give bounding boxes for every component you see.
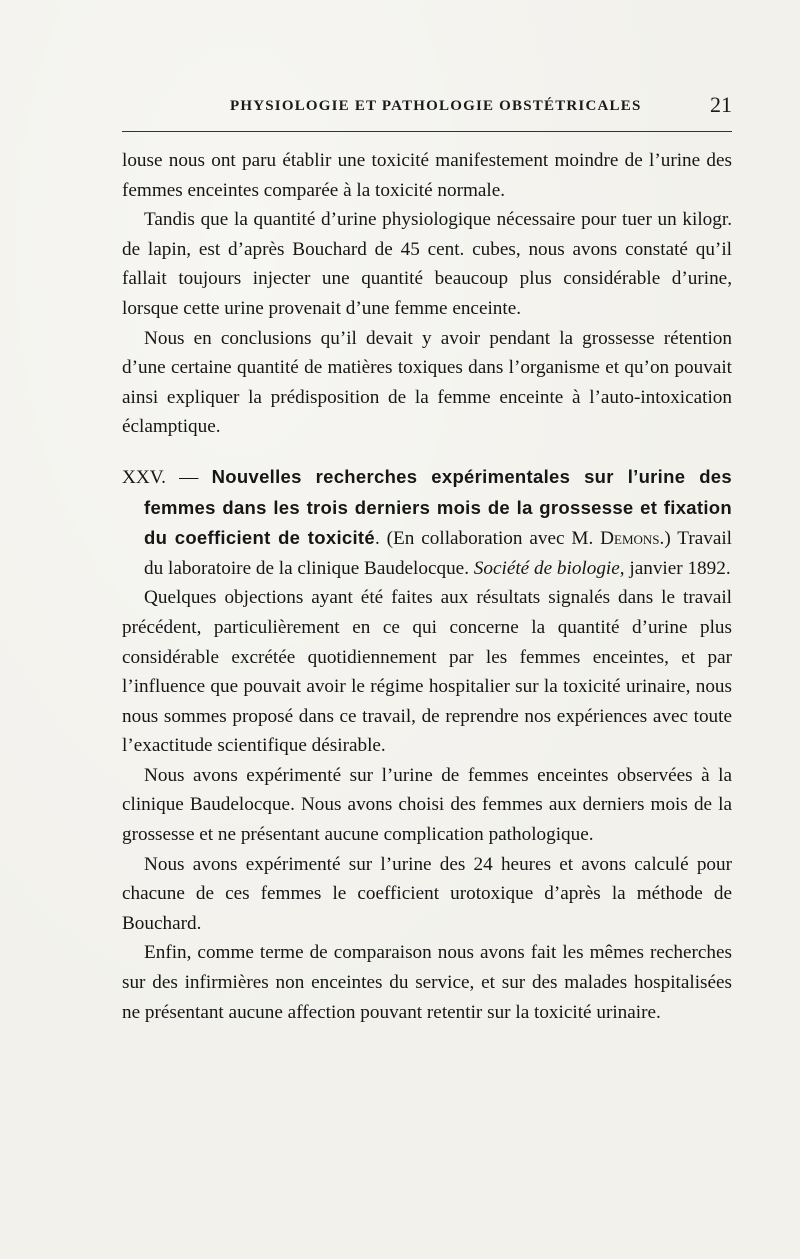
section-number: XXV. — bbox=[122, 466, 212, 488]
page-number: 21 bbox=[710, 92, 732, 117]
running-title: PHYSIOLOGIE ET PATHOLOGIE OBSTÉTRICALES bbox=[230, 98, 642, 114]
paragraph-3: Nous en conclusions qu’il devait y avoir pendant la grossesse rétention d’une certaine quantité de matières toxiques dans l’organisme et qu’on pouvait ainsi expliquer la prédisposition de la femme enceinte à l’auto-intoxication éclamptique. bbox=[122, 327, 732, 438]
paragraph-7: Enfin, comme terme de comparaison nous avons fait les mêmes recherches sur des infirmières non enceintes du service, et sur des malades hospitalisées ne présentant aucune affection pouvant retentir sur la toxicité urinaire. bbox=[122, 942, 732, 1023]
body-text bbox=[122, 146, 732, 1027]
page-header bbox=[122, 92, 734, 126]
journal-name: Société de biologie bbox=[473, 557, 620, 579]
paragraph-5: Nous avons expérimenté sur l’urine de femmes enceintes observées à la clinique Baudelocque. Nous avons choisi des femmes aux derniers mois de la grossesse et ne présentant aucune complication pathologique. bbox=[122, 764, 732, 846]
section-collab-text: . (En collaboration avec M. bbox=[374, 528, 601, 550]
collaborator-name: Demons bbox=[600, 528, 660, 550]
section-heading bbox=[122, 462, 732, 583]
header-rule bbox=[122, 131, 732, 132]
paragraph-6: Nous avons expérimenté sur l’urine des 24 heures et avons calculé pour chacune de ces femmes le coefficient urotoxique d’après la méthode de Bouchard. bbox=[122, 853, 732, 934]
section-title: Nouvelles recherches expérimentales sur l’urine des femmes dans les trois derniers mois de la grossesse et fixation du coefficient de toxicité bbox=[144, 465, 732, 549]
paragraph-4: Quelques objections ayant été faites aux résultats signalés dans le travail précédent, particulièrement en ce qui concerne la quantité d’urine plus considérable excrétée quotidiennement par les femmes enceintes, et par l’influence que pouvait avoir le régime hospitalier sur la toxicité urinaire, nous nous sommes proposé dans ce travail, de reprendre nos expériences avec toute l’exactitude scientifique désirable. bbox=[122, 587, 732, 757]
section-date: , janvier 1892. bbox=[619, 557, 731, 579]
paragraph-2: Tandis que la quantité d’urine physiologique nécessaire pour tuer un kilogr. de lapin, est d’après Bouchard de 45 cent. cubes, nous avons constaté qu’il fallait toujours injecter une quantité beaucoup plus considérable d’urine, lorsque cette urine provenait d’une femme enceinte. bbox=[122, 209, 732, 319]
section-lab-text: .) Travail du laboratoire de la clinique Baudelocque. bbox=[144, 528, 732, 579]
paragraph-1: louse nous ont paru établir une toxicité manifestement moindre de l’urine des femmes enceintes comparée à la toxicité normale. bbox=[122, 150, 732, 201]
